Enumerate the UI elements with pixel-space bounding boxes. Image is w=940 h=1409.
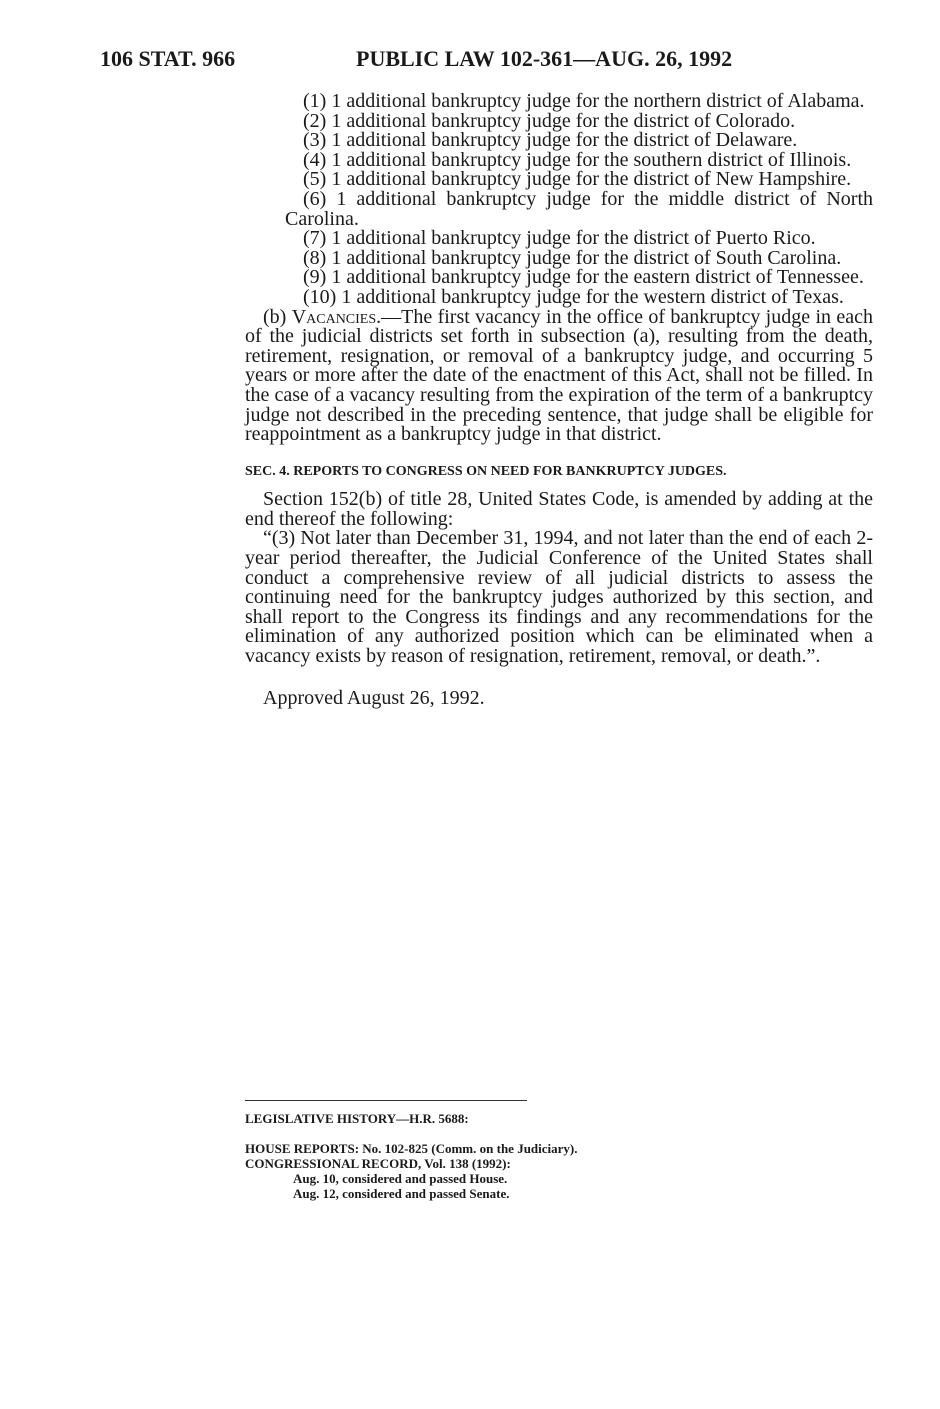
list-item: (8) 1 additional bankruptcy judge for the district of South Carolina. <box>303 246 842 269</box>
vacancies-text: .—The first vacancy in the office of bankruptcy judge in each of the judicial districts set forth in subsection (a), resulting from the death, retirement, resignation, or removal of a bankruptcy judge, and occurring 5 years or more after the date of the enactment of this Act, shall not be filled. In the case of a vacancy resulting from the expiration of the term of a bankruptcy judge not described in the preceding sentence, that judge shall be eligible for reappointment as a bankruptcy judge in that district. <box>245 305 873 446</box>
subsection-heading: Vacancies <box>291 305 377 328</box>
list-item: (5) 1 additional bankruptcy judge for the district of New Hampshire. <box>303 168 852 191</box>
list-item: (9) 1 additional bankruptcy judge for the eastern district of Tennessee. <box>303 266 864 289</box>
list-item: (1) 1 additional bankruptcy judge for the northern district of Alabama. <box>303 90 865 112</box>
list-item: (10) 1 additional bankruptcy judge for the western district of Texas. <box>303 285 844 308</box>
house-reports: HOUSE REPORTS: No. 102-825 (Comm. on the Judiciary). <box>245 1141 578 1156</box>
stat-page-number: 106 STAT. 966 <box>100 46 236 71</box>
vacancies-paragraph <box>245 305 873 446</box>
legislative-history-title: LEGISLATIVE HISTORY—H.R. 5688: <box>245 1111 469 1126</box>
list-item: (6) 1 additional bankruptcy judge for the middle district of North Carolina. <box>285 187 873 230</box>
subsection-label: (b) <box>263 305 292 328</box>
list-item: (7) 1 additional bankruptcy judge for the district of Puerto Rico. <box>303 227 816 250</box>
running-title: PUBLIC LAW 102-361—AUG. 26, 1992 <box>356 46 733 71</box>
record-entry: Aug. 12, considered and passed Senate. <box>293 1186 510 1201</box>
judges-list <box>245 92 873 308</box>
approval-date: Approved August 26, 1992. <box>263 686 485 709</box>
list-item: (2) 1 additional bankruptcy judge for the district of Colorado. <box>303 109 796 132</box>
congressional-record: CONGRESSIONAL RECORD, Vol. 138 (1992): <box>245 1156 511 1171</box>
divider <box>245 1100 527 1101</box>
list-item: (4) 1 additional bankruptcy judge for the southern district of Illinois. <box>303 148 852 171</box>
body-text <box>245 92 873 708</box>
legislative-history <box>245 1100 705 1201</box>
list-item: (3) 1 additional bankruptcy judge for the district of Delaware. <box>303 129 798 152</box>
section-intro: Section 152(b) of title 28, United States Code, is amended by adding at the end thereof the following: <box>245 488 873 530</box>
amendment-text: “(3) Not later than December 31, 1994, and not later than the end of each 2-year period thereafter, the Judicial Conference of the United States shall conduct a comprehensive review of all judicial districts to assess the continuing need for the bankruptcy judges authorized by this section, and shall report to the Congress its findings and any recommendations for the elimination of any authorized position which can be eliminated when a vacancy exists by reason of resignation, retirement, removal, or death.”. <box>245 527 873 668</box>
record-entry: Aug. 10, considered and passed House. <box>293 1171 508 1186</box>
page-header <box>100 46 880 78</box>
section-heading: SEC. 4. REPORTS TO CONGRESS ON NEED FOR BANKRUPTCY JUDGES. <box>245 463 727 479</box>
